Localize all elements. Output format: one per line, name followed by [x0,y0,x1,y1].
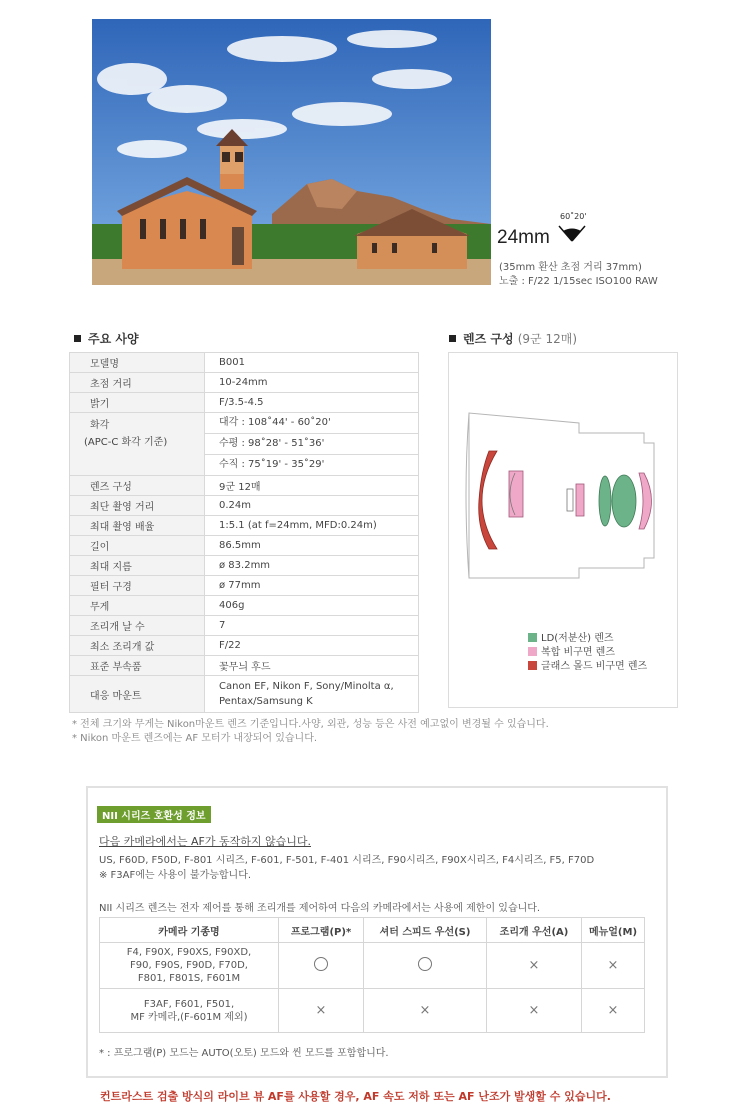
camera-line: F3AF, F601, F501, [143,998,235,1010]
table-row [70,496,419,516]
column-header: 셔터 스피드 우선(S) [364,918,487,943]
spec-value-line: 수평 : 98˚28' - 51˚36' [205,434,418,455]
spec-key: 최소 조리개 값 [70,636,205,656]
mode-cell [487,943,582,989]
mode-cell [582,989,645,1033]
footnote: * 전체 크기와 무게는 Nikon마운트 렌즈 기준입니다.사양, 외관, 성능 등은 사전 예고없이 변경될 수 있습니다. [72,719,549,730]
legend-label: LD(저분산) 렌즈 [541,633,614,644]
spec-value-line: 수직 : 75˚19' - 35˚29' [219,459,325,470]
spec-value-line: Canon EF, Nikon F, Sony/Minolta α, [219,681,394,692]
column-header: 프로그램(P)* [279,918,364,943]
spec-key: 최대 지름 [70,556,205,576]
spec-value: B001 [205,353,419,373]
table-row [70,596,419,616]
camera-cell [100,989,279,1033]
table-row [70,556,419,576]
spec-key-note: (APC-C 화각 기준) [84,437,168,448]
table-row [70,676,419,713]
bullet-square-icon [74,335,81,342]
sample-photo [92,19,491,285]
live-view-af-warning: 컨트라스트 검출 방식의 라이브 뷰 AF를 사용할 경우, AF 속도 저하 또는 AF 난조가 발생할 수 있습니다. [100,1090,611,1103]
table-row [70,516,419,536]
legend-item [528,660,647,674]
spec-value: 406g [205,596,419,616]
ld-swatch-icon [528,633,537,642]
spec-key: 초점 거리 [70,373,205,393]
focal-length: 24mm [497,227,550,248]
table-row [70,373,419,393]
spec-value: F/3.5-4.5 [205,393,419,413]
table-row [100,943,645,989]
spec-value: 86.5mm [205,536,419,556]
nii-camera-list: US, F60D, F50D, F-801 시리즈, F-601, F-501, F-401 시리즈, F90시리즈, F90X시리즈, F4시리즈, F5, F70D [99,855,595,866]
spec-key: 표준 부속품 [70,656,205,676]
spec-value [205,413,419,476]
spec-value-line: 대각 : 108˚44' - 60˚20' [205,413,418,434]
legend-label: 글래스 몰드 비구면 렌즈 [541,661,648,672]
spec-value: 7 [205,616,419,636]
table-row [70,413,419,476]
column-header: 카메라 기종명 [100,918,279,943]
table-row [70,353,419,373]
spec-value [205,676,419,713]
spec-value: 0.24m [205,496,419,516]
spec-key: 모델명 [70,353,205,373]
camera-line: F4, F90X, F90XS, F90XD, [126,947,252,958]
glass-mold-swatch-icon [528,661,537,670]
mode-cell [279,943,364,989]
column-header: 메뉴얼(M) [582,918,645,943]
spec-value: ø 83.2mm [205,556,419,576]
spec-key: 필터 구경 [70,576,205,596]
camera-cell [100,943,279,989]
lens-section-header [449,330,577,347]
bullet-square-icon [449,335,456,342]
camera-line: MF 카메라,(F-601M 제외) [130,1011,248,1023]
legend-label: 복합 비구면 렌즈 [541,647,615,658]
spec-key: 조리개 날 수 [70,616,205,636]
spec-key: 렌즈 구성 [70,476,205,496]
table-row [70,656,419,676]
spec-header-label: 주요 사양 [88,332,139,346]
mode-cell [582,943,645,989]
nii-f3af-note: ※ F3AF에는 사용이 불가능합니다. [99,870,252,881]
table-row [70,393,419,413]
spec-key: 최단 촬영 거리 [70,496,205,516]
aspherical-swatch-icon [528,647,537,656]
legend-item [528,646,647,660]
mode-cell [364,943,487,989]
unsupported-x-icon: × [607,1003,619,1018]
table-row [100,989,645,1033]
equivalent-focal-length: (35mm 환산 초점 거리 37mm) [499,262,642,273]
lens-header-sub: (9군 12매) [517,332,578,346]
unsupported-x-icon: × [607,958,619,973]
spec-value: 10-24mm [205,373,419,393]
spec-value: 꽃무늬 후드 [205,656,419,676]
spec-table [69,352,419,713]
supported-circle-icon [418,957,432,971]
camera-line: F801, F801S, F601M [137,973,241,984]
unsupported-x-icon: × [315,1003,327,1018]
spec-value: 1:5.1 (at f=24mm, MFD:0.24m) [205,516,419,536]
camera-line: F90, F90S, F90D, F70D, [130,960,248,971]
spec-key: 최대 촬영 배율 [70,516,205,536]
angle-of-view-label: 60˚20' [560,212,587,221]
spec-key: 길이 [70,536,205,556]
spec-value: ø 77mm [205,576,419,596]
legend-item [528,632,647,646]
spec-key [70,413,205,476]
spec-key: 밝기 [70,393,205,413]
footnote: * Nikon 마운트 렌즈에는 AF 모터가 내장되어 있습니다. [72,733,318,744]
spec-key: 대응 마운트 [70,676,205,713]
mode-cell [364,989,487,1033]
table-row [70,536,419,556]
mode-cell [487,989,582,1033]
nii-footnote: * : 프로그램(P) 모드는 AUTO(오토) 모드와 씬 모드를 포함합니다. [99,1048,389,1059]
supported-circle-icon [314,957,328,971]
spec-section-header [74,330,139,347]
table-row [70,616,419,636]
spec-value: 9군 12매 [205,476,419,496]
table-row [70,576,419,596]
table-header-row [100,918,645,943]
nii-description: NII 시리즈 렌즈는 전자 제어를 통해 조리개를 제어하여 다음의 카메라에서는 사용에 제한이 있습니다. [99,903,541,914]
compat-table [99,917,645,1033]
table-row [70,476,419,496]
spec-value: F/22 [205,636,419,656]
lens-legend [528,632,647,674]
mode-cell [279,989,364,1033]
table-row [70,636,419,656]
lens-header-label: 렌즈 구성 [463,332,514,346]
column-header: 조리개 우선(A) [487,918,582,943]
unsupported-x-icon: × [528,958,540,973]
exposure-info: 노출 : F/22 1/15sec ISO100 RAW [499,276,658,287]
nii-subtitle: 다음 카메라에서는 AF가 동작하지 않습니다. [99,835,311,848]
nii-title-badge: NII 시리즈 호환성 정보 [97,806,211,823]
unsupported-x-icon: × [419,1003,431,1018]
spec-key-line: 화각 [90,420,110,431]
spec-key: 무게 [70,596,205,616]
angle-of-view-icon [557,223,587,249]
spec-value-line: Pentax/Samsung K [219,696,313,707]
unsupported-x-icon: × [528,1003,540,1018]
